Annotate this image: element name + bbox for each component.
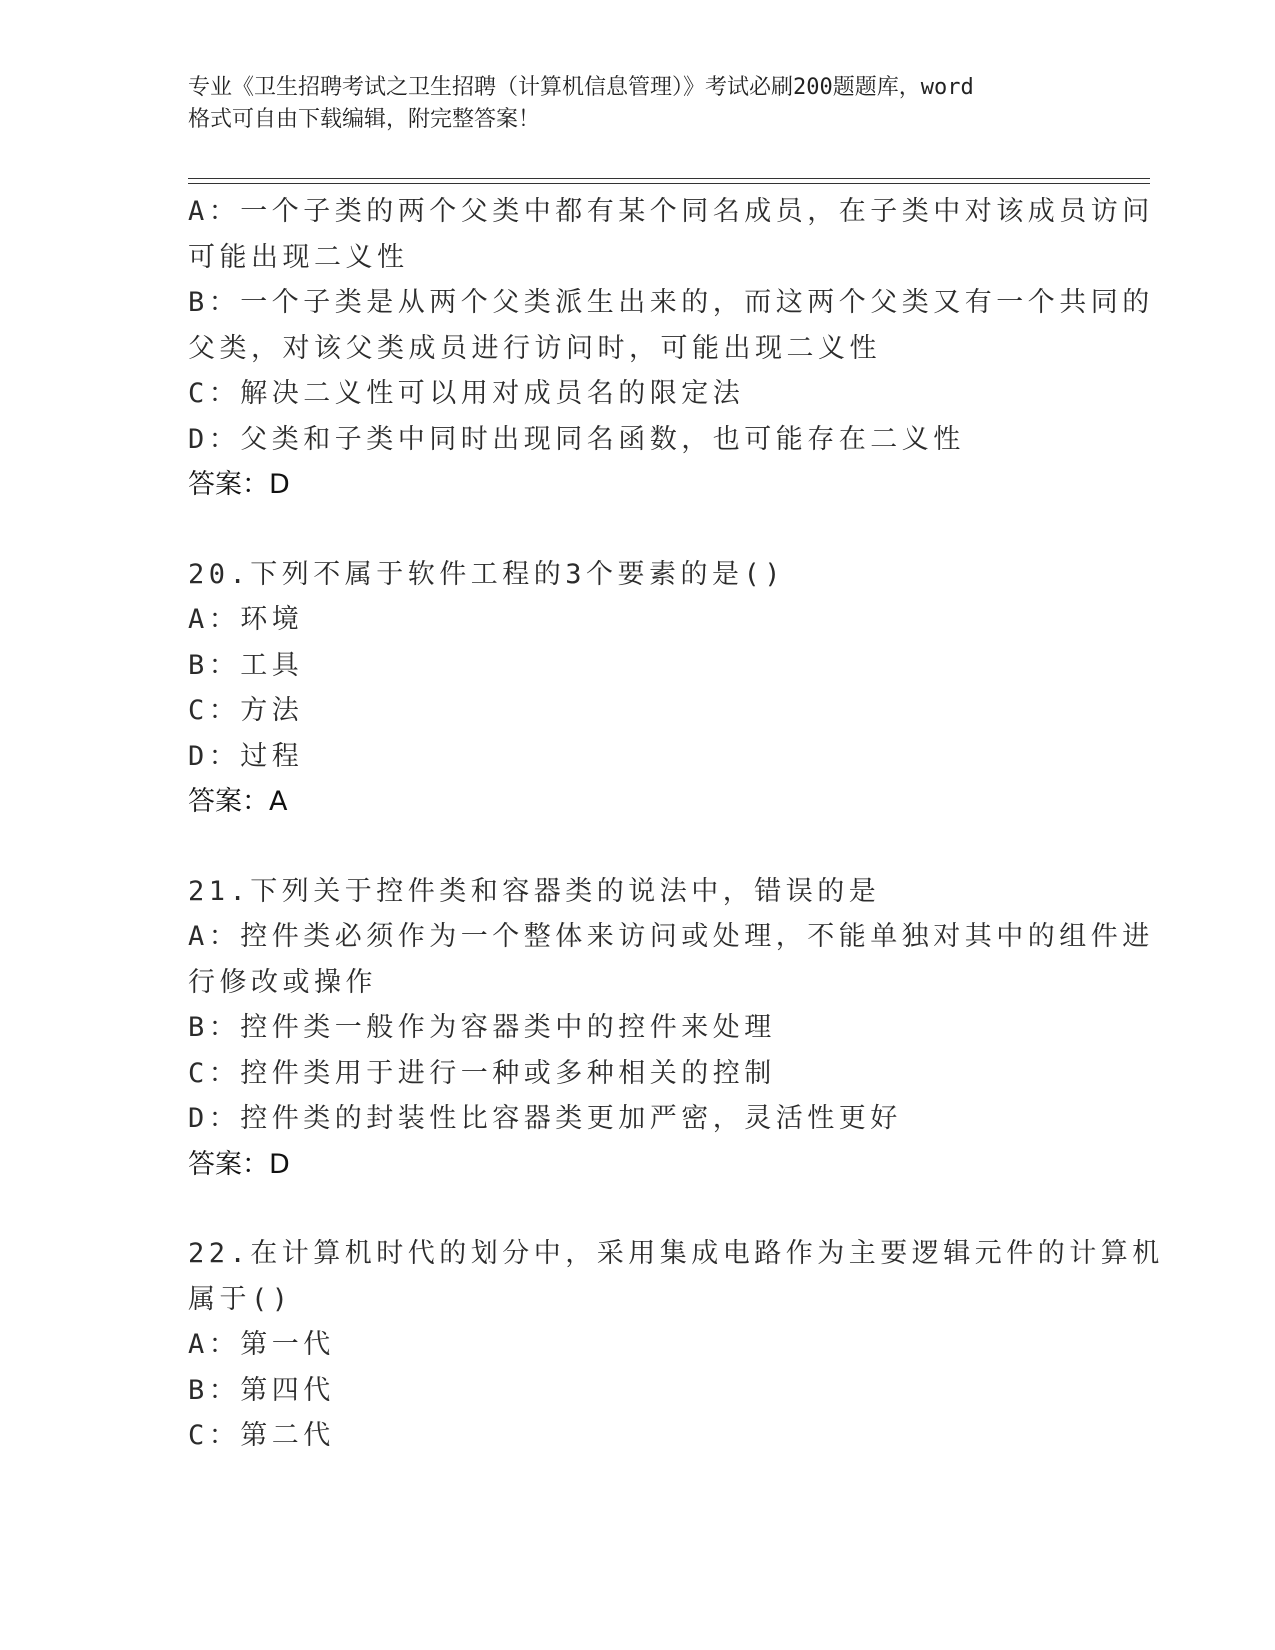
question-text-line-2: 属于() bbox=[188, 1283, 293, 1315]
header-divider-bottom bbox=[188, 183, 1150, 184]
question-20 bbox=[188, 552, 1088, 825]
question-spacer bbox=[188, 508, 1088, 552]
option-a-line-1: A：控件类必须作为一个整体来访问或处理，不能单独对其中的组件进 bbox=[188, 921, 1154, 952]
document-header bbox=[188, 72, 1088, 136]
answer-label: 答案：D bbox=[188, 1148, 290, 1180]
question-spacer bbox=[188, 1187, 1088, 1231]
answer-label: 答案：A bbox=[188, 786, 288, 817]
question-22 bbox=[188, 1231, 1164, 1459]
question-text: 20.下列不属于软件工程的3个要素的是() bbox=[188, 558, 786, 590]
option-a-line-2: 行修改或操作 bbox=[188, 966, 377, 998]
option-a: A：第一代 bbox=[188, 1329, 335, 1360]
question-text: 21.下列关于控件类和容器类的说法中，错误的是 bbox=[188, 875, 881, 907]
option-c: C：控件类用于进行一种或多种相关的控制 bbox=[188, 1057, 776, 1089]
header-line-2: 格式可自由下载编辑，附完整答案！ bbox=[188, 107, 541, 132]
question-list bbox=[188, 189, 1164, 1459]
header-divider-top bbox=[188, 178, 1150, 179]
option-d: D：控件类的封装性比容器类更加严密，灵活性更好 bbox=[188, 1103, 902, 1134]
option-a: A：环境 bbox=[188, 604, 304, 635]
question-19 bbox=[188, 189, 1154, 508]
option-b-line-1: B：一个子类是从两个父类派生出来的，而这两个父类又有一个共同的 bbox=[188, 287, 1154, 318]
option-b: B：控件类一般作为容器类中的控件来处理 bbox=[188, 1012, 776, 1043]
option-d: D：过程 bbox=[188, 740, 304, 772]
question-text-line-1: 22.在计算机时代的划分中，采用集成电路作为主要逻辑元件的计算机 bbox=[188, 1238, 1164, 1269]
option-c: C：第二代 bbox=[188, 1420, 335, 1451]
option-c: C：解决二义性可以用对成员名的限定法 bbox=[188, 378, 745, 409]
option-b-line-2: 父类，对该父类成员进行访问时，可能出现二义性 bbox=[188, 332, 881, 364]
header-line-1: 专业《卫生招聘考试之卫生招聘（计算机信息管理）》考试必刷200题题库，word bbox=[188, 75, 974, 100]
question-spacer bbox=[188, 825, 1088, 869]
option-b: B：第四代 bbox=[188, 1374, 335, 1406]
option-a-line-2: 可能出现二义性 bbox=[188, 241, 409, 273]
option-c: C：方法 bbox=[188, 695, 304, 726]
option-b: B：工具 bbox=[188, 649, 304, 681]
option-a-line-1: A：一个子类的两个父类中都有某个同名成员，在子类中对该成员访问 bbox=[188, 196, 1154, 227]
question-21 bbox=[188, 869, 1154, 1188]
answer-label: 答案：D bbox=[188, 469, 290, 500]
option-d: D：父类和子类中同时出现同名函数，也可能存在二义性 bbox=[188, 423, 965, 455]
